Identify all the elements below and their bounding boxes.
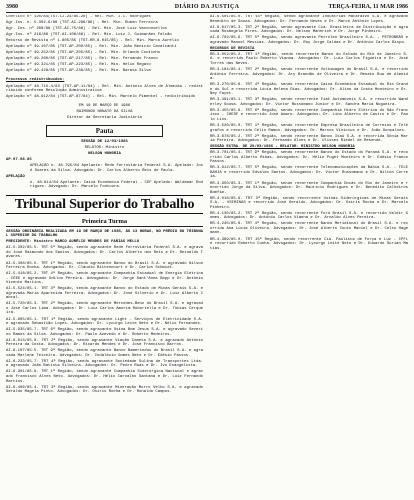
- signature-name: RAIMUNDO NONATO DA SILVA: [76, 110, 133, 115]
- section-title: RECURSOS DE REVISTA: [210, 46, 255, 51]
- entry: Apelação nº 49.321/85 (TST-AP-223/85) - Rel. Min. Hélio Regato: [6, 63, 151, 68]
- entry: Agr.Ins. nº 216/86 (TST-AI-106/86) - Rel. Min. Luiz J. Guimarães Falcão: [6, 33, 172, 38]
- entry: Agr. Ins. nº 208/86 (TST-AI-75/86) - Rel. Min. José Luiz Vasconcellos: [6, 27, 168, 32]
- entry: Apelação nº 49.252/85 (TST-AP-205/85) - Rel. Min. Orlando Coutinho: [6, 51, 161, 56]
- revista-item: RR-4.389/85.0. TRT 15ª Região, sendo recorrente Cia. Paulista de Força e Luz - CPFL e recorrido Roberto Cunha. Advogados: Dr. Lycurgo Leite Neto e Dr. Eduardo Surian Matias.: [210, 237, 408, 251]
- tribunal-heading: Tribunal Superior do Trabalho: [6, 195, 203, 214]
- processo-item: AI-5.720/85.3. TRT 2ª Região, sendo agravante Mercedes-Benz do Brasil S.A. e agravado José Carlos Lima. Advogados: Dr. Luiz Carlos Amorim Robortella e Dr. Tobias Cerqueira.: [6, 302, 203, 316]
- revista-item: RR-4.016/85.9. TRT 3ª Região, sendo recorrente Usinas Siderúrgicas de Minas Gerais S.A. - USIMINAS e recorrido José Geraldo. Advogados: Dr. Osiris Rocha e Dr. Marcelo Pinheiro.: [210, 196, 408, 210]
- revista-item: RR-3.455/85.8. TRT 6ª Região, sendo recorrente Companhia Hidro Elétrica do São Francisco - CHESF e recorrido José Amaro. Advogados: Dr. Lino Alberto de Castro e Dr. Paulo Lins.: [210, 108, 408, 122]
- processo-item: AI-6.702/85.6. TRT 5ª Região, sendo agravante Petróleo Brasileiro S.A. - PETROBRÁS e agravado Manoel Messias. Advogados: Dr. Ruy Jorge Caldas e Dr. Antônio Carlos Bispo.: [210, 36, 408, 45]
- pauta-item-text: n. 48.914/84 Apelante: Caixa Econômica Federal - CEF Apelado: Waldemar Rodrigues. Advogado: Dr. Marcelo Fontoura.: [30, 180, 203, 190]
- revista-item: RR-3.678/85.2. TRT 2ª Região, sendo recorrente Banco Itaú S.A. e recorrida Sônia Maria Pereira. Advogados: Dr. Fernando Alves e Dr. Ulisses Riedel de Resende.: [210, 134, 408, 144]
- entry: Agr.Ins. n. 5.302-6/86 (TST-AI-296/86) - Rel. Min. Ruben Ferreira: [6, 21, 158, 26]
- pauta-item: [6, 175, 203, 190]
- entry: Apelação nº 49.107/85 (TST-AP-200/85) - Rel. Min. João Benício Cavalcanti: [6, 45, 177, 50]
- processo-item: AI-6.406/85.4. TRT 3ª Região, sendo agravante Mineração Morro Velho S.A. e agravado Geraldo Magela Pinto. Advogados: Dr. Osiris Rocha e Dr. Ronaldo Campos.: [6, 385, 203, 395]
- processo-item: AI-5.418/85.2. TRT 4ª Região, sendo agravante Companhia Estadual de Energia Elétrica - CEEE e agravado Odilon Pereira. Advogados: Dr. Jorge Sant'Anna Bopp e Dr. Antônio Vicente Martins.: [6, 272, 203, 286]
- right-column: [210, 15, 408, 497]
- revista-item: RR-3.270/85.6. TRT 4ª Região, sendo recorrente Caixa Econômica Estadual do Rio Grande do Sul e recorrida Lúcia Helena Dias. Advogados: Dr. Alino da Costa Monteiro e Dr. Ney Fayet.: [210, 83, 408, 97]
- revista-item: RR-3.184/85.4. TRT 2ª Região, sendo recorrente Volkswagen do Brasil S.A. e recorrido Antônio Ferreira. Advogados: Dr. Ary Brandão de Oliveira e Dr. Renato Rua de Almeida.: [210, 67, 408, 82]
- section-title: SESSÃO EXTRA. DE 20/03/1986 - RELATOR: MINISTRO NELSON HUNGRIA: [210, 145, 355, 150]
- pauta-item-label: AP.07.08.86: [6, 157, 32, 162]
- left-column: [6, 15, 203, 497]
- pauta-item-label: APELAÇÃO: [6, 174, 25, 179]
- processo-item: AI-6.107/85.5. TRT 9ª Região, sendo agravante Banco Bamerindus do Brasil S.A. e agravada Marlene Teixeira. Advogados: Dr. Indalécio Gomes Neto e Dr. Edésio Passos.: [6, 349, 203, 358]
- revista-item: RR-4.245/85.6. TRT 4ª Região, sendo recorrente Banco Meridional do Brasil S.A. e recorrida Ana Lúcia Oliveira. Advogados: Dr. José Alberto Couto Maciel e Dr. Celso Hagemann.: [210, 222, 408, 236]
- revista-item: RR-3.812/85.7. TRT 5ª Região, sendo recorrente Telecomunicações da Bahia S.A. - TELEBAHIA e recorrido Edvaldo Santos. Advogados: Dr. Victor Russomano e Dr. Nilton Correia.: [210, 166, 408, 180]
- signature-role: Diretor da Secretaria Judiciária: [67, 116, 142, 121]
- entry: Apelação nº 49.260/85 (TST-AP-217/85) - Rel. Min. Fernando Franco: [6, 57, 158, 62]
- entry: Apelação nº 49.428/85 (TST-AP-236/85) - Rel. Min. Barata Silva: [6, 69, 151, 74]
- pauta-item-text: APELAÇÃO n. 48.795/84 Apelante: Rede Ferroviária Federal S.A. Apelado: José Soares da Silva. Advogado: Dr. Carlos Alberto Reis de Paula.: [30, 163, 203, 173]
- pauta-relator: NELSON HUNGRIA: [88, 151, 121, 156]
- pauta-heading: Pauta: [46, 125, 163, 137]
- revista-item: RR-3.052/85.2. TRT 1ª Região, sendo recorrente Banco do Estado do Rio de Janeiro S.A. e recorrido Paulo Roberto Vianna. Advogados: Dr. Luiz Carlos Figueira e Dr. José Torres das Neves.: [210, 52, 408, 66]
- signature-date: EM 10 DE MARÇO DE 1986: [78, 104, 131, 109]
- pauta-relator-label: RELATOR: Ministro: [84, 145, 125, 150]
- entry: Conflito nº 120/84(TST-CJ-24/85-2R) - Rel. Min. J.C. Rodrigues: [6, 15, 151, 19]
- processo-item: AI-5.302/85.5. TRT 5ª Região, sendo agravante Rede Ferroviária Federal S.A. e agravado José Raimundo dos Santos. Advogados: Dr. Carlos Alberto dos Reis e Dr. Reinaldo Tavares.: [6, 246, 203, 260]
- session-line: SESSÃO ORDINÁRIA REALIZADA EM 18 DE MARÇO DE 1986, ÀS 13 HORAS, NO PRÉDIO DO TRIBUNAL SUPERIOR DO TRABALHO: [6, 229, 203, 239]
- pauta-item: [6, 158, 203, 173]
- top-entries: [6, 15, 203, 74]
- redistribution-entry: Apelação nº 48.912/84 (TST-AP-87/84) - Rel. Min. Marcelo Pimentel - redistribuído: [6, 95, 196, 100]
- processo-item: AI-6.301/85.9. TRT 1ª Região, sendo agravante Companhia Siderúrgica Nacional e agravado Francisco Alves Neto. Advogados: Dr. Hélio Carvalho Santana e Dr. Luiz Fernando Martins.: [6, 370, 203, 384]
- processo-item: AI-5.805/85.1. TRT 1ª Região, sendo agravante Light - Serviços de Eletricidade S.A. e agravado Sebastião Lopes. Advogados: Dr. Lycurgo Leite Neto e Dr. Nélio Fernandes.: [6, 317, 203, 327]
- processo-item: AI-5.408/85.5. TRT 1ª Região, sendo agravante Banco do Brasil S.A. e agravado Nilson Ferreira Rocha. Advogados: Dr. Cláudio Bittencourt e Dr. Carlos Schmidt.: [6, 261, 203, 271]
- revista-item: RR-3.520/85.0. TRT 1ª Região, sendo recorrente Empresa Brasileira de Correios e Telégrafos e recorrido Célio Ramos. Advogados: Dr. Marcos Vinícius e Dr. João Gonçalves.: [210, 123, 408, 133]
- processos-list: [6, 246, 203, 394]
- revista-item: RR-3.391/85.1. TRT 3ª Região, sendo recorrente Fiat Automóveis S.A. e recorrido Wanderley Sousa. Advogados: Dr. Victor Russomano Júnior e Dr. Sandra Maria Nogueira.: [210, 98, 408, 107]
- issue-date: TERÇA-FEIRA, 11 MAR 1986: [328, 4, 408, 10]
- processo-item: AI-6.501/85.0. TRT 15ª Região, sendo agravante Indústrias Matarazzo S.A. e agravado Benedito de Souza. Advogados: Dr. Fernando Neves e Dr. Marco Antônio Lopes.: [210, 15, 408, 24]
- revista-item: RR-3.701/85.4. TRT 9ª Região, sendo recorrente Banco do Estado do Paraná S.A. e recorrido Carlos Alberto Ribas. Advogados: Dr. Hélio Puget Monteiro e Dr. Edésio Franco Passos.: [210, 151, 408, 165]
- turma-heading: Primeira Turma: [6, 217, 203, 227]
- pauta-session: SESSÃO DE 12/03/1986: [81, 139, 128, 144]
- entry: Recurso de Revista nº 1.805/85 (TST-RR-8.015/85) - Rel. Min. Marco Aurélio: [6, 39, 179, 44]
- processo-item: AI-5.935/85.7. TRT 6ª Região, sendo agravante Usina Bom Jesus S.A. e agravado Severino Ramos da Silva. Advogados: Dr. Paulo Azevedo e Dr. Roberto Medeiros.: [6, 328, 203, 337]
- page-number: 3980: [6, 4, 18, 10]
- redistribution-entry: Apelação nº 48.715-4/83 (TST-AP-11/84) - Rel. Min. Antônio Alves de Almeida - redistribuído conforme Resolução Administrativa: [6, 84, 203, 94]
- page-header: [6, 3, 408, 13]
- journal-title: DIÁRIO DA JUSTIÇA: [174, 4, 240, 10]
- revista-item: RR-3.950/85.3. TRT 1ª Região, sendo recorrente Companhia Docas do Rio de Janeiro e recorrido Jorge da Silva. Advogados: Dr. Maurício Rodrigues e Dr. Benedito Calheiros Bomfim.: [210, 181, 408, 195]
- processo-item: AI-6.617/85.3. TRT 2ª Região, sendo agravante Cia. Brasileira de Distribuição e agravada Rosângela Pires. Advogados: Dr. Nelson Mannrich e Dr. Jorge Pinheiro.: [210, 25, 408, 35]
- processo-item: AI-6.233/85.7. TRT 4ª Região, sendo agravante Sociedade Sulina de Transportes Ltda. e agravado João Batista Silveira. Advogados: Dr. Pedro Ruas e Dr. Ivo Evangelista.: [6, 359, 203, 369]
- processo-item: AI-6.013/85.0. TRT 2ª Região, sendo agravante Viação Cometa S.A. e agravado Antônio Pereira da Costa. Advogados: Dr. Ricardo Mendes e Dr. José Francisco Barros.: [6, 338, 203, 348]
- presidente-line: PRESIDENTE: Ministro MARCO AURÉLIO MENDES DE FARIAS MELLO: [6, 240, 140, 245]
- processo-item: AI-5.524/85.1. TRT 3ª Região, sendo agravante Banco do Estado de Minas Gerais S.A. e agravada Maria Aparecida Ferreira. Advogados: Dr. José Silvério e Dr. Luiz Alberto Cabral.: [6, 287, 203, 301]
- revista-item: RR-4.130/85.2. TRT 2ª Região, sendo recorrente Ford Brasil S.A. e recorrido Valdir Gomes. Advogados: Dr. Antônio Carlos Vianna e Dr. Arnaldo Alves Pereira.: [210, 211, 408, 221]
- redistribution-title: Processos redistribuídos:: [6, 78, 65, 83]
